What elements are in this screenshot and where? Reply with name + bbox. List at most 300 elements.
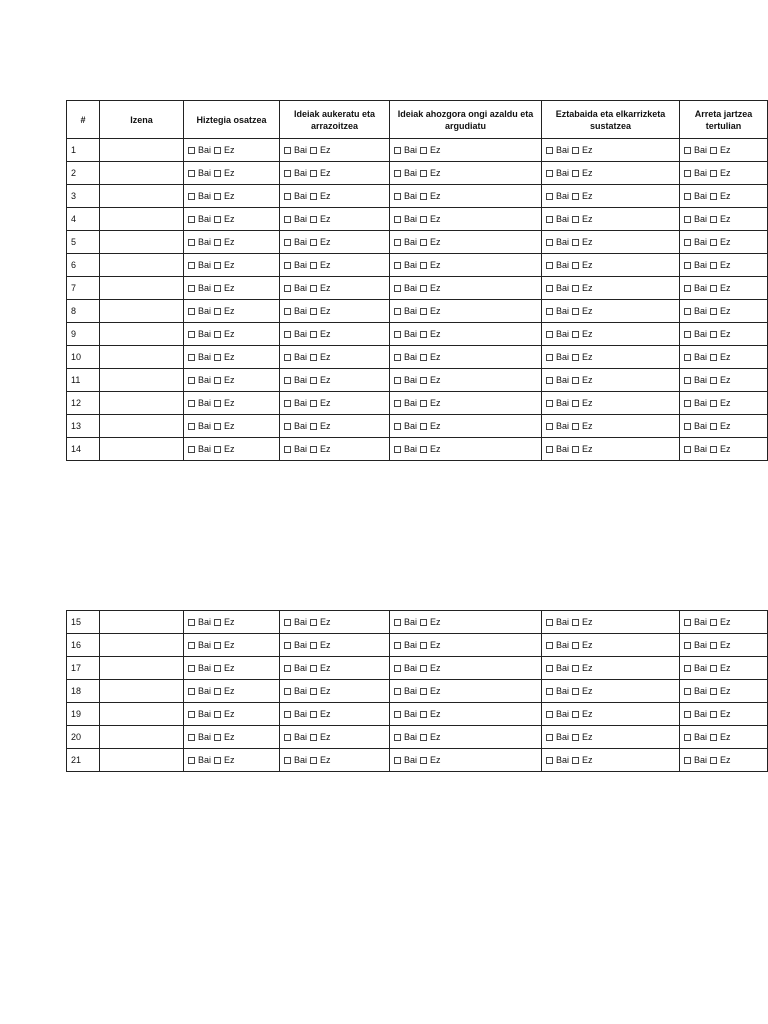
- yes-no-cell: [280, 634, 390, 657]
- no-checkbox[interactable]: [214, 285, 221, 292]
- no-checkbox[interactable]: [214, 170, 221, 177]
- no-checkbox[interactable]: [420, 734, 427, 741]
- no-checkbox[interactable]: [214, 308, 221, 315]
- no-checkbox[interactable]: [310, 147, 317, 154]
- no-checkbox[interactable]: [572, 665, 579, 672]
- yes-checkbox[interactable]: [284, 711, 291, 718]
- yes-checkbox[interactable]: [284, 354, 291, 361]
- no-checkbox[interactable]: [310, 423, 317, 430]
- no-checkbox[interactable]: [710, 239, 717, 246]
- yes-checkbox[interactable]: [188, 757, 195, 764]
- yes-checkbox[interactable]: [188, 331, 195, 338]
- no-label: Ez: [720, 306, 731, 316]
- yes-checkbox[interactable]: [284, 308, 291, 315]
- yes-checkbox[interactable]: [188, 642, 195, 649]
- yes-no-cell: [184, 277, 280, 300]
- yes-checkbox[interactable]: [684, 239, 691, 246]
- no-label: Ez: [430, 306, 441, 316]
- no-checkbox[interactable]: [710, 354, 717, 361]
- yes-label: Bai: [694, 283, 708, 293]
- no-checkbox[interactable]: [214, 711, 221, 718]
- yes-checkbox[interactable]: [284, 216, 291, 223]
- yes-checkbox[interactable]: [394, 446, 401, 453]
- yes-label: Bai: [694, 686, 708, 696]
- no-checkbox[interactable]: [710, 193, 717, 200]
- no-checkbox[interactable]: [420, 377, 427, 384]
- yes-no-cell: [390, 634, 542, 657]
- no-checkbox[interactable]: [310, 734, 317, 741]
- yes-no-cell: [184, 726, 280, 749]
- no-checkbox[interactable]: [420, 147, 427, 154]
- row-number: 1: [67, 139, 100, 162]
- yes-no-cell: [390, 726, 542, 749]
- yes-label: Bai: [404, 375, 418, 385]
- no-checkbox[interactable]: [572, 734, 579, 741]
- no-label: Ez: [320, 237, 331, 247]
- no-checkbox[interactable]: [214, 665, 221, 672]
- yes-checkbox[interactable]: [284, 331, 291, 338]
- yes-checkbox[interactable]: [188, 262, 195, 269]
- no-checkbox[interactable]: [420, 400, 427, 407]
- yes-checkbox[interactable]: [284, 642, 291, 649]
- no-checkbox[interactable]: [310, 216, 317, 223]
- no-label: Ez: [320, 617, 331, 627]
- no-checkbox[interactable]: [572, 688, 579, 695]
- yes-checkbox[interactable]: [394, 239, 401, 246]
- yes-no-cell: [184, 657, 280, 680]
- yes-checkbox[interactable]: [684, 147, 691, 154]
- no-label: Ez: [430, 398, 441, 408]
- no-checkbox[interactable]: [710, 734, 717, 741]
- yes-checkbox[interactable]: [394, 170, 401, 177]
- no-checkbox[interactable]: [310, 262, 317, 269]
- yes-label: Bai: [556, 352, 570, 362]
- yes-checkbox[interactable]: [394, 711, 401, 718]
- no-checkbox[interactable]: [420, 665, 427, 672]
- no-checkbox[interactable]: [572, 285, 579, 292]
- yes-checkbox[interactable]: [546, 285, 553, 292]
- no-label: Ez: [224, 352, 235, 362]
- name-cell[interactable]: [100, 369, 184, 392]
- no-checkbox[interactable]: [572, 239, 579, 246]
- yes-checkbox[interactable]: [284, 193, 291, 200]
- no-checkbox[interactable]: [572, 216, 579, 223]
- yes-checkbox[interactable]: [546, 193, 553, 200]
- yes-label: Bai: [198, 398, 212, 408]
- no-label: Ez: [224, 145, 235, 155]
- no-checkbox[interactable]: [420, 170, 427, 177]
- no-checkbox[interactable]: [710, 262, 717, 269]
- yes-checkbox[interactable]: [684, 642, 691, 649]
- no-checkbox[interactable]: [710, 665, 717, 672]
- yes-checkbox[interactable]: [394, 331, 401, 338]
- no-label: Ez: [582, 709, 593, 719]
- name-cell[interactable]: [100, 438, 184, 461]
- no-checkbox[interactable]: [310, 665, 317, 672]
- table-row: [67, 369, 768, 392]
- name-cell[interactable]: [100, 346, 184, 369]
- yes-checkbox[interactable]: [546, 377, 553, 384]
- no-checkbox[interactable]: [710, 642, 717, 649]
- no-checkbox[interactable]: [310, 170, 317, 177]
- name-cell[interactable]: [100, 749, 184, 772]
- name-cell[interactable]: [100, 415, 184, 438]
- no-checkbox[interactable]: [710, 170, 717, 177]
- yes-checkbox[interactable]: [284, 170, 291, 177]
- no-checkbox[interactable]: [310, 377, 317, 384]
- no-checkbox[interactable]: [572, 423, 579, 430]
- no-checkbox[interactable]: [310, 331, 317, 338]
- name-cell[interactable]: [100, 611, 184, 634]
- yes-checkbox[interactable]: [188, 308, 195, 315]
- row-number: 11: [67, 369, 100, 392]
- yes-no-cell: [680, 611, 768, 634]
- no-checkbox[interactable]: [214, 262, 221, 269]
- no-checkbox[interactable]: [420, 757, 427, 764]
- no-checkbox[interactable]: [572, 354, 579, 361]
- yes-checkbox[interactable]: [394, 377, 401, 384]
- no-checkbox[interactable]: [420, 354, 427, 361]
- yes-checkbox[interactable]: [684, 377, 691, 384]
- no-checkbox[interactable]: [710, 423, 717, 430]
- yes-checkbox[interactable]: [546, 147, 553, 154]
- table-row: [67, 254, 768, 277]
- no-checkbox[interactable]: [420, 285, 427, 292]
- no-checkbox[interactable]: [710, 688, 717, 695]
- yes-checkbox[interactable]: [394, 757, 401, 764]
- yes-label: Bai: [694, 709, 708, 719]
- yes-no-cell: [390, 749, 542, 772]
- yes-checkbox[interactable]: [284, 239, 291, 246]
- no-checkbox[interactable]: [710, 285, 717, 292]
- no-checkbox[interactable]: [214, 377, 221, 384]
- no-checkbox[interactable]: [214, 354, 221, 361]
- yes-checkbox[interactable]: [546, 642, 553, 649]
- no-checkbox[interactable]: [214, 734, 221, 741]
- yes-checkbox[interactable]: [684, 688, 691, 695]
- yes-checkbox[interactable]: [546, 331, 553, 338]
- yes-checkbox[interactable]: [188, 688, 195, 695]
- no-label: Ez: [320, 329, 331, 339]
- row-number: 6: [67, 254, 100, 277]
- yes-checkbox[interactable]: [546, 308, 553, 315]
- yes-checkbox[interactable]: [188, 354, 195, 361]
- yes-checkbox[interactable]: [546, 400, 553, 407]
- no-checkbox[interactable]: [214, 400, 221, 407]
- no-checkbox[interactable]: [420, 262, 427, 269]
- yes-checkbox[interactable]: [284, 446, 291, 453]
- no-checkbox[interactable]: [420, 688, 427, 695]
- yes-checkbox[interactable]: [684, 193, 691, 200]
- name-cell[interactable]: [100, 277, 184, 300]
- yes-checkbox[interactable]: [684, 757, 691, 764]
- name-cell[interactable]: [100, 323, 184, 346]
- yes-label: Bai: [694, 640, 708, 650]
- no-checkbox[interactable]: [310, 308, 317, 315]
- no-checkbox[interactable]: [710, 446, 717, 453]
- no-checkbox[interactable]: [214, 446, 221, 453]
- yes-checkbox[interactable]: [284, 619, 291, 626]
- yes-checkbox[interactable]: [684, 216, 691, 223]
- table-row: [67, 231, 768, 254]
- no-checkbox[interactable]: [572, 400, 579, 407]
- no-checkbox[interactable]: [710, 308, 717, 315]
- yes-checkbox[interactable]: [284, 757, 291, 764]
- header-name: Izena: [100, 101, 184, 139]
- yes-no-cell: [542, 392, 680, 415]
- name-cell[interactable]: [100, 726, 184, 749]
- yes-checkbox[interactable]: [546, 354, 553, 361]
- no-checkbox[interactable]: [572, 757, 579, 764]
- yes-label: Bai: [556, 306, 570, 316]
- name-cell[interactable]: [100, 634, 184, 657]
- yes-checkbox[interactable]: [546, 619, 553, 626]
- yes-no-cell: [390, 680, 542, 703]
- yes-checkbox[interactable]: [394, 642, 401, 649]
- no-label: Ez: [224, 398, 235, 408]
- name-cell[interactable]: [100, 657, 184, 680]
- yes-checkbox[interactable]: [684, 400, 691, 407]
- yes-checkbox[interactable]: [394, 193, 401, 200]
- no-checkbox[interactable]: [572, 170, 579, 177]
- name-cell[interactable]: [100, 300, 184, 323]
- yes-checkbox[interactable]: [546, 239, 553, 246]
- no-checkbox[interactable]: [572, 446, 579, 453]
- yes-checkbox[interactable]: [394, 400, 401, 407]
- yes-label: Bai: [294, 686, 308, 696]
- yes-checkbox[interactable]: [188, 711, 195, 718]
- yes-checkbox[interactable]: [684, 331, 691, 338]
- yes-no-cell: [680, 703, 768, 726]
- no-checkbox[interactable]: [214, 688, 221, 695]
- yes-checkbox[interactable]: [684, 354, 691, 361]
- yes-label: Bai: [404, 260, 418, 270]
- row-number: 2: [67, 162, 100, 185]
- yes-checkbox[interactable]: [188, 193, 195, 200]
- no-checkbox[interactable]: [310, 619, 317, 626]
- no-checkbox[interactable]: [420, 642, 427, 649]
- no-label: Ez: [720, 191, 731, 201]
- no-checkbox[interactable]: [214, 193, 221, 200]
- name-cell[interactable]: [100, 680, 184, 703]
- yes-checkbox[interactable]: [188, 423, 195, 430]
- yes-checkbox[interactable]: [684, 734, 691, 741]
- yes-checkbox[interactable]: [546, 665, 553, 672]
- yes-checkbox[interactable]: [188, 665, 195, 672]
- yes-checkbox[interactable]: [394, 285, 401, 292]
- no-checkbox[interactable]: [710, 216, 717, 223]
- yes-checkbox[interactable]: [546, 757, 553, 764]
- no-label: Ez: [224, 191, 235, 201]
- yes-checkbox[interactable]: [546, 216, 553, 223]
- yes-checkbox[interactable]: [546, 711, 553, 718]
- yes-checkbox[interactable]: [394, 262, 401, 269]
- no-checkbox[interactable]: [310, 446, 317, 453]
- yes-checkbox[interactable]: [684, 262, 691, 269]
- yes-checkbox[interactable]: [284, 423, 291, 430]
- yes-checkbox[interactable]: [546, 423, 553, 430]
- no-label: Ez: [720, 640, 731, 650]
- no-checkbox[interactable]: [572, 331, 579, 338]
- yes-checkbox[interactable]: [394, 308, 401, 315]
- yes-checkbox[interactable]: [188, 239, 195, 246]
- no-checkbox[interactable]: [214, 239, 221, 246]
- name-cell[interactable]: [100, 139, 184, 162]
- no-label: Ez: [582, 398, 593, 408]
- no-checkbox[interactable]: [710, 711, 717, 718]
- yes-checkbox[interactable]: [394, 619, 401, 626]
- no-label: Ez: [430, 214, 441, 224]
- no-checkbox[interactable]: [310, 642, 317, 649]
- no-checkbox[interactable]: [572, 642, 579, 649]
- yes-label: Bai: [556, 191, 570, 201]
- yes-label: Bai: [404, 617, 418, 627]
- no-checkbox[interactable]: [572, 147, 579, 154]
- yes-checkbox[interactable]: [188, 170, 195, 177]
- no-checkbox[interactable]: [572, 308, 579, 315]
- yes-checkbox[interactable]: [188, 619, 195, 626]
- name-cell[interactable]: [100, 185, 184, 208]
- yes-checkbox[interactable]: [284, 665, 291, 672]
- yes-checkbox[interactable]: [284, 688, 291, 695]
- yes-label: Bai: [294, 329, 308, 339]
- yes-checkbox[interactable]: [284, 147, 291, 154]
- yes-checkbox[interactable]: [546, 170, 553, 177]
- yes-checkbox[interactable]: [546, 688, 553, 695]
- row-number: 20: [67, 726, 100, 749]
- yes-checkbox[interactable]: [188, 377, 195, 384]
- yes-label: Bai: [694, 168, 708, 178]
- no-checkbox[interactable]: [420, 193, 427, 200]
- no-label: Ez: [720, 421, 731, 431]
- row-number: 21: [67, 749, 100, 772]
- no-label: Ez: [720, 168, 731, 178]
- yes-checkbox[interactable]: [188, 400, 195, 407]
- yes-checkbox[interactable]: [684, 619, 691, 626]
- name-cell[interactable]: [100, 392, 184, 415]
- no-checkbox[interactable]: [710, 757, 717, 764]
- yes-checkbox[interactable]: [394, 147, 401, 154]
- yes-checkbox[interactable]: [188, 285, 195, 292]
- no-checkbox[interactable]: [420, 423, 427, 430]
- no-checkbox[interactable]: [214, 423, 221, 430]
- yes-checkbox[interactable]: [394, 734, 401, 741]
- yes-label: Bai: [198, 283, 212, 293]
- no-checkbox[interactable]: [420, 216, 427, 223]
- no-checkbox[interactable]: [710, 619, 717, 626]
- name-cell[interactable]: [100, 254, 184, 277]
- yes-no-cell: [184, 703, 280, 726]
- name-cell[interactable]: [100, 231, 184, 254]
- yes-no-cell: [184, 634, 280, 657]
- yes-label: Bai: [198, 617, 212, 627]
- yes-no-cell: [542, 185, 680, 208]
- yes-checkbox[interactable]: [684, 285, 691, 292]
- no-checkbox[interactable]: [420, 239, 427, 246]
- no-checkbox[interactable]: [420, 619, 427, 626]
- yes-checkbox[interactable]: [284, 377, 291, 384]
- yes-checkbox[interactable]: [284, 400, 291, 407]
- yes-label: Bai: [694, 755, 708, 765]
- yes-checkbox[interactable]: [394, 423, 401, 430]
- yes-checkbox[interactable]: [684, 711, 691, 718]
- yes-checkbox[interactable]: [546, 446, 553, 453]
- yes-no-cell: [542, 208, 680, 231]
- yes-no-cell: [680, 657, 768, 680]
- yes-checkbox[interactable]: [188, 216, 195, 223]
- yes-checkbox[interactable]: [284, 734, 291, 741]
- no-checkbox[interactable]: [310, 400, 317, 407]
- yes-checkbox[interactable]: [188, 734, 195, 741]
- yes-checkbox[interactable]: [394, 354, 401, 361]
- no-checkbox[interactable]: [214, 147, 221, 154]
- no-checkbox[interactable]: [420, 331, 427, 338]
- no-checkbox[interactable]: [572, 377, 579, 384]
- yes-checkbox[interactable]: [394, 665, 401, 672]
- no-checkbox[interactable]: [710, 331, 717, 338]
- yes-checkbox[interactable]: [684, 170, 691, 177]
- yes-checkbox[interactable]: [394, 216, 401, 223]
- no-checkbox[interactable]: [572, 711, 579, 718]
- no-checkbox[interactable]: [310, 193, 317, 200]
- yes-checkbox[interactable]: [684, 665, 691, 672]
- yes-checkbox[interactable]: [684, 423, 691, 430]
- no-label: Ez: [430, 686, 441, 696]
- no-checkbox[interactable]: [214, 642, 221, 649]
- yes-checkbox[interactable]: [546, 262, 553, 269]
- name-cell[interactable]: [100, 208, 184, 231]
- no-checkbox[interactable]: [214, 331, 221, 338]
- table-row: [67, 703, 768, 726]
- no-checkbox[interactable]: [420, 308, 427, 315]
- name-cell[interactable]: [100, 162, 184, 185]
- yes-label: Bai: [294, 617, 308, 627]
- no-checkbox[interactable]: [420, 711, 427, 718]
- no-checkbox[interactable]: [572, 619, 579, 626]
- no-checkbox[interactable]: [710, 400, 717, 407]
- no-checkbox[interactable]: [310, 239, 317, 246]
- no-checkbox[interactable]: [310, 285, 317, 292]
- yes-checkbox[interactable]: [188, 446, 195, 453]
- name-cell[interactable]: [100, 703, 184, 726]
- no-checkbox[interactable]: [420, 446, 427, 453]
- no-checkbox[interactable]: [214, 619, 221, 626]
- no-label: Ez: [582, 260, 593, 270]
- no-checkbox[interactable]: [710, 377, 717, 384]
- no-checkbox[interactable]: [572, 193, 579, 200]
- yes-checkbox[interactable]: [684, 446, 691, 453]
- no-checkbox[interactable]: [310, 757, 317, 764]
- yes-checkbox[interactable]: [546, 734, 553, 741]
- no-label: Ez: [224, 375, 235, 385]
- no-checkbox[interactable]: [572, 262, 579, 269]
- no-checkbox[interactable]: [310, 354, 317, 361]
- yes-label: Bai: [294, 640, 308, 650]
- yes-checkbox[interactable]: [394, 688, 401, 695]
- yes-checkbox[interactable]: [188, 147, 195, 154]
- no-checkbox[interactable]: [214, 757, 221, 764]
- yes-checkbox[interactable]: [284, 262, 291, 269]
- yes-no-cell: [184, 680, 280, 703]
- no-checkbox[interactable]: [310, 688, 317, 695]
- yes-checkbox[interactable]: [284, 285, 291, 292]
- no-checkbox[interactable]: [214, 216, 221, 223]
- no-checkbox[interactable]: [710, 147, 717, 154]
- no-label: Ez: [320, 214, 331, 224]
- yes-checkbox[interactable]: [684, 308, 691, 315]
- no-label: Ez: [582, 237, 593, 247]
- no-checkbox[interactable]: [310, 711, 317, 718]
